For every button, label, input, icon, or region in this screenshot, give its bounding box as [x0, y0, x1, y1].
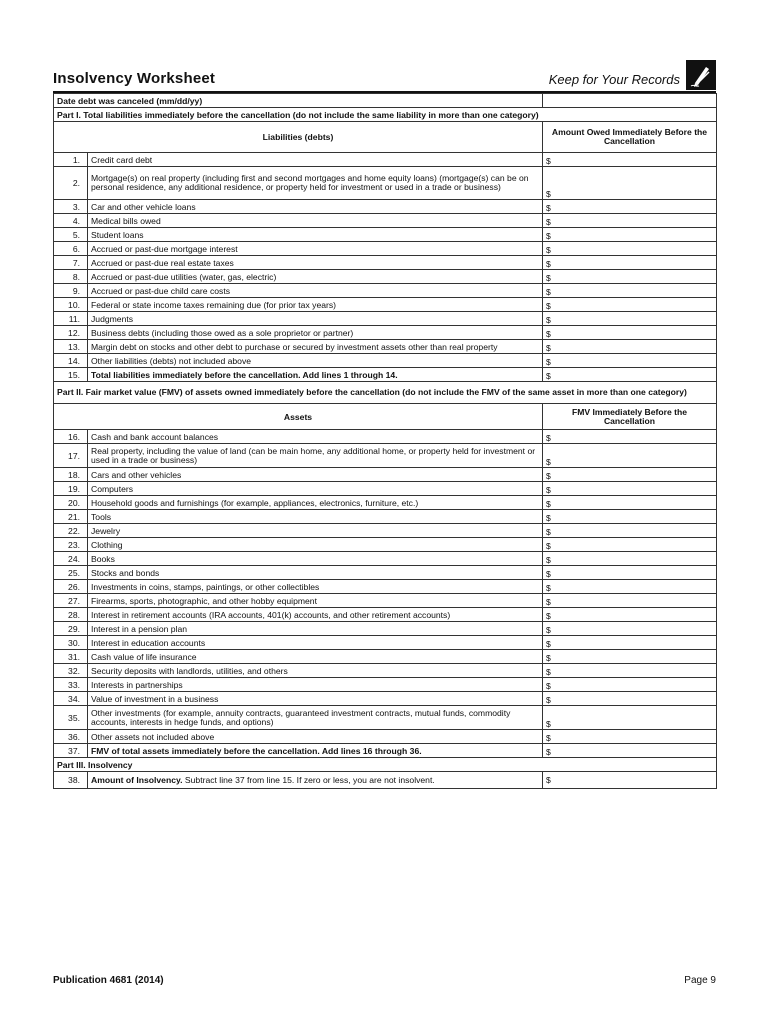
worksheet-line-row	[54, 622, 717, 636]
line-description: Cars and other vehicles	[88, 468, 543, 482]
worksheet-line-row	[54, 270, 717, 284]
line-number: 37.	[54, 744, 88, 758]
amount-field[interactable]: $	[543, 153, 717, 167]
line-number: 30.	[54, 636, 88, 650]
line-description: Credit card debt	[88, 153, 543, 167]
worksheet-line-row	[54, 256, 717, 270]
line-description: Tools	[88, 510, 543, 524]
line-description: Value of investment in a business	[88, 692, 543, 706]
amount-field[interactable]: $	[543, 200, 717, 214]
amount-field[interactable]: $	[543, 496, 717, 510]
date-label: Date debt was canceled (mm/dd/yy)	[54, 94, 543, 108]
amount-field[interactable]: $	[543, 482, 717, 496]
amount-field[interactable]: $	[543, 444, 717, 468]
page-title: Insolvency Worksheet	[53, 70, 216, 87]
page-footer	[53, 975, 716, 987]
date-row	[54, 94, 717, 108]
worksheet-line-row	[54, 368, 717, 382]
line-description: Medical bills owed	[88, 214, 543, 228]
amount-field[interactable]: $	[543, 256, 717, 270]
line-number: 16.	[54, 430, 88, 444]
line-description: Margin debt on stocks and other debt to purchase or secured by investment assets other than real property	[88, 340, 543, 354]
worksheet-line-row	[54, 354, 717, 368]
line-number: 29.	[54, 622, 88, 636]
line-number: 4.	[54, 214, 88, 228]
line-description: Accrued or past-due child care costs	[88, 284, 543, 298]
line-description: Other investments (for example, annuity contracts, guaranteed investment contracts, mutual funds, commodity accounts, interests in hedge funds, and options)	[88, 706, 543, 730]
amount-field[interactable]: $	[543, 538, 717, 552]
line-description: FMV of total assets immediately before the cancellation. Add lines 16 through 36.	[88, 744, 543, 758]
part2-heading: Part II. Fair market value (FMV) of assets owned immediately before the cancellation (do not include the FMV of the same asset in more than one category)	[54, 382, 717, 404]
amount-field[interactable]: $	[543, 524, 717, 538]
worksheet-line-row	[54, 298, 717, 312]
date-input[interactable]	[543, 94, 717, 108]
insolvency-label: Amount of Insolvency.	[91, 775, 183, 785]
part2-column-header	[54, 404, 717, 430]
worksheet-line-row	[54, 538, 717, 552]
worksheet-line-row	[54, 468, 717, 482]
part1-heading-row	[54, 108, 717, 122]
amount-field[interactable]: $	[543, 510, 717, 524]
line-description: Total liabilities immediately before the cancellation. Add lines 1 through 14.	[88, 368, 543, 382]
line-description: Jewelry	[88, 524, 543, 538]
part2-heading-row	[54, 382, 717, 404]
fmv-column-label: FMV Immediately Before the Cancellation	[543, 404, 717, 430]
amount-field[interactable]: $	[543, 284, 717, 298]
worksheet-line-row	[54, 153, 717, 167]
line-number: 27.	[54, 594, 88, 608]
amount-field[interactable]: $	[543, 622, 717, 636]
line-number: 7.	[54, 256, 88, 270]
worksheet-line-row	[54, 312, 717, 326]
amount-field[interactable]: $	[543, 340, 717, 354]
line-number: 8.	[54, 270, 88, 284]
amount-field[interactable]: $	[543, 228, 717, 242]
worksheet-line-row	[54, 444, 717, 468]
worksheet-line-row	[54, 242, 717, 256]
line-number: 28.	[54, 608, 88, 622]
line-description: Accrued or past-due mortgage interest	[88, 242, 543, 256]
worksheet-line-row	[54, 284, 717, 298]
amount-field[interactable]: $	[543, 608, 717, 622]
part1-column-header	[54, 122, 717, 153]
line-description	[88, 772, 543, 789]
line-number: 25.	[54, 566, 88, 580]
line-number: 9.	[54, 284, 88, 298]
line-description: Business debts (including those owed as a sole proprietor or partner)	[88, 326, 543, 340]
line-number: 34.	[54, 692, 88, 706]
line-description: Federal or state income taxes remaining due (for prior tax years)	[88, 298, 543, 312]
amount-field[interactable]: $	[543, 744, 717, 758]
line-number: 22.	[54, 524, 88, 538]
line-number: 1.	[54, 153, 88, 167]
part3-heading-row	[54, 758, 717, 772]
amount-field[interactable]: $	[543, 298, 717, 312]
worksheet-line-row	[54, 496, 717, 510]
part3-heading: Part III. Insolvency	[54, 758, 717, 772]
amount-field[interactable]: $	[543, 730, 717, 744]
line-description: Cash and bank account balances	[88, 430, 543, 444]
liabilities-column-label: Liabilities (debts)	[54, 122, 543, 153]
worksheet-line-row	[54, 228, 717, 242]
pen-icon	[686, 60, 716, 90]
worksheet-line-row	[54, 664, 717, 678]
insolvency-table	[53, 93, 717, 789]
line-number: 33.	[54, 678, 88, 692]
line-number: 19.	[54, 482, 88, 496]
amount-field[interactable]: $	[543, 706, 717, 730]
line-number: 15.	[54, 368, 88, 382]
amount-field[interactable]: $	[543, 214, 717, 228]
line-number: 6.	[54, 242, 88, 256]
insolvency-line-row	[54, 772, 717, 789]
amount-field[interactable]: $	[543, 270, 717, 284]
worksheet-line-row	[54, 552, 717, 566]
line-description: Judgments	[88, 312, 543, 326]
line-description: Clothing	[88, 538, 543, 552]
amount-field[interactable]: $	[543, 678, 717, 692]
line-number: 20.	[54, 496, 88, 510]
worksheet-line-row	[54, 482, 717, 496]
line-number: 32.	[54, 664, 88, 678]
worksheet-line-row	[54, 326, 717, 340]
line-number: 13.	[54, 340, 88, 354]
line-description: Other assets not included above	[88, 730, 543, 744]
line-number: 35.	[54, 706, 88, 730]
worksheet-line-row	[54, 167, 717, 200]
part1-heading: Part I. Total liabilities immediately before the cancellation (do not include the same liability in more than one category)	[54, 108, 717, 122]
worksheet-line-row	[54, 200, 717, 214]
line-description: Stocks and bonds	[88, 566, 543, 580]
worksheet-line-row	[54, 744, 717, 758]
worksheet-line-row	[54, 524, 717, 538]
assets-column-label: Assets	[54, 404, 543, 430]
worksheet-line-row	[54, 650, 717, 664]
line-description: Student loans	[88, 228, 543, 242]
line-number: 21.	[54, 510, 88, 524]
line-number: 38.	[54, 772, 88, 789]
line-description: Cash value of life insurance	[88, 650, 543, 664]
keep-records-note: Keep for Your Records	[548, 72, 680, 87]
line-number: 31.	[54, 650, 88, 664]
worksheet-line-row	[54, 636, 717, 650]
amount-field[interactable]: $	[543, 692, 717, 706]
amount-field[interactable]: $	[543, 636, 717, 650]
amount-field[interactable]: $	[543, 580, 717, 594]
amount-field[interactable]: $	[543, 326, 717, 340]
line-number: 17.	[54, 444, 88, 468]
worksheet-line-row	[54, 594, 717, 608]
line-number: 11.	[54, 312, 88, 326]
line-number: 3.	[54, 200, 88, 214]
line-description: Other liabilities (debts) not included above	[88, 354, 543, 368]
amount-owed-column-label: Amount Owed Immediately Before the Cancellation	[543, 122, 717, 153]
amount-field[interactable]: $	[543, 430, 717, 444]
worksheet-line-row	[54, 214, 717, 228]
publication-label: Publication 4681 (2014)	[53, 975, 164, 986]
line-description: Mortgage(s) on real property (including first and second mortgages and home equity loans) (mortgage(s) can be on personal residence, any additional residence, or property held for investment or used in a trade or business)	[88, 167, 543, 200]
worksheet-line-row	[54, 430, 717, 444]
amount-field[interactable]: $	[543, 312, 717, 326]
line-description: Accrued or past-due utilities (water, gas, electric)	[88, 270, 543, 284]
line-number: 5.	[54, 228, 88, 242]
worksheet-line-row	[54, 608, 717, 622]
line-description: Real property, including the value of land (can be main home, any additional home, or property held for investment or used in a trade or business)	[88, 444, 543, 468]
line-number: 26.	[54, 580, 88, 594]
amount-field[interactable]: $	[543, 167, 717, 200]
line-number: 23.	[54, 538, 88, 552]
line-description: Books	[88, 552, 543, 566]
line-number: 24.	[54, 552, 88, 566]
line-description: Household goods and furnishings (for example, appliances, electronics, furniture, etc.)	[88, 496, 543, 510]
amount-field[interactable]: $	[543, 772, 717, 789]
amount-field[interactable]: $	[543, 566, 717, 580]
page-number: Page 9	[684, 975, 716, 986]
line-number: 14.	[54, 354, 88, 368]
line-description: Car and other vehicle loans	[88, 200, 543, 214]
line-description: Firearms, sports, photographic, and other hobby equipment	[88, 594, 543, 608]
amount-field[interactable]: $	[543, 368, 717, 382]
insolvency-instruction: Subtract line 37 from line 15. If zero or less, you are not insolvent.	[184, 775, 435, 785]
line-description: Accrued or past-due real estate taxes	[88, 256, 543, 270]
amount-field[interactable]: $	[543, 552, 717, 566]
line-number: 12.	[54, 326, 88, 340]
amount-field[interactable]: $	[543, 594, 717, 608]
line-description: Computers	[88, 482, 543, 496]
worksheet-line-row	[54, 580, 717, 594]
amount-field[interactable]: $	[543, 242, 717, 256]
amount-field[interactable]: $	[543, 468, 717, 482]
line-description: Interests in partnerships	[88, 678, 543, 692]
line-number: 2.	[54, 167, 88, 200]
line-description: Interest in a pension plan	[88, 622, 543, 636]
line-number: 10.	[54, 298, 88, 312]
worksheet-line-row	[54, 730, 717, 744]
line-description: Investments in coins, stamps, paintings, or other collectibles	[88, 580, 543, 594]
amount-field[interactable]: $	[543, 650, 717, 664]
worksheet-line-row	[54, 566, 717, 580]
worksheet-header	[53, 66, 716, 92]
line-description: Interest in education accounts	[88, 636, 543, 650]
amount-field[interactable]: $	[543, 354, 717, 368]
worksheet-line-row	[54, 678, 717, 692]
worksheet-line-row	[54, 706, 717, 730]
line-description: Security deposits with landlords, utilities, and others	[88, 664, 543, 678]
worksheet-line-row	[54, 692, 717, 706]
line-description: Interest in retirement accounts (IRA accounts, 401(k) accounts, and other retirement accounts)	[88, 608, 543, 622]
amount-field[interactable]: $	[543, 664, 717, 678]
line-number: 18.	[54, 468, 88, 482]
worksheet-line-row	[54, 510, 717, 524]
line-number: 36.	[54, 730, 88, 744]
worksheet-line-row	[54, 340, 717, 354]
